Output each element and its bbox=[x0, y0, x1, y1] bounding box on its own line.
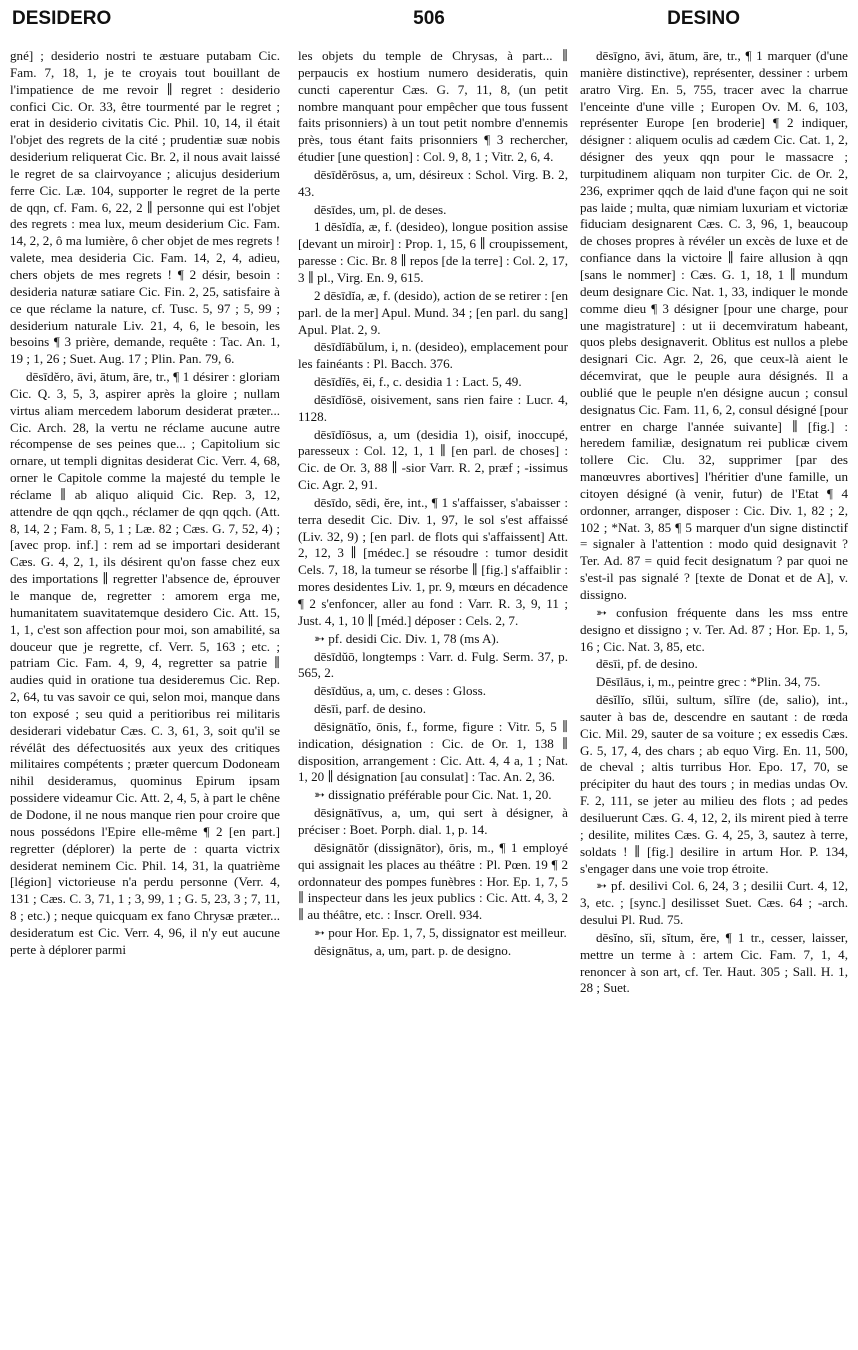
dictionary-entry: dēsīi, pf. de desino. bbox=[596, 656, 698, 672]
running-header bbox=[0, 4, 858, 38]
dictionary-entry: dēsīdĕro, āvi, ātum, āre, tr., ¶ 1 désirer : gloriam Cic. Q. 3, 5, 3, aspirer après la gloire ; nullam virtus aliam mercedem laborum desiderat præter... Cic. Arch. 28, la vertu ne réclame aucune autre récompense de ses peines que... ; Capitolium sic ornare, ut templi dignitas desiderat Cic. Verr. 4, 68, orner le Capitole comme la majesté du temple le réclame ∥ ab aliquo aliquid Cic. Rep. 3, 12, attendre de qqn qqch., réclamer de qqn qqch. (Att. 8, 14, 2 ; Fam. 8, 5, 1 ; Læ. 82 ; Cæs. G. 7, 52, 4) ; [avec prop. inf.] : rem ad se importari desiderant Cæs. G. 4, 2, 1, ils désirent qu'on fasse chez eux des importations ∥ regretter l'absence de, éprouver le manque de, regretter : amorem erga me, humanitatem suavitatemque desidero Cic. Att. 15, 1, 1, c'est son affection pour moi, son amabilité, sa douceur que je regrette, cf. Verr. 5, 163 ; etc. ; patriam Cic. Fam. 4, 9, 4, regretter sa patrie ∥ audies quid in oratione tua desideremus Cic. Rep. 2, 64, tu vas savoir ce qui, selon moi, manque dans ton exposé ; seu quid a peritioribus rei militaris desiderari videbatur Cæs. C. 3, 61, 3, soit qu'il se révélât des défectuosités aux yeux des critiques militaires compétents ; præter quercum Dodoneam nihil desideramus, quominus Epirum ipsam possidere videamur Cic. Att. 2, 4, 5, à part le chêne de Dodone, il ne nous manque rien pour croire que nous possédons l'Epire elle-même ¶ 2 [en part.] regretter (déplorer) la perte de : quarta victrix desiderat neminem Cic. Phil. 14, 31, la quatrième [légion] victorieuse n'a perdu personne (Verr. 4, 131 ; Cæs. C. 3, 71, 1 ; 3, 99, 1 ; G. 5, 23, 3 ; 7, 11, 8 ; etc.) ; neque quicquam ex fano Chrysæ præter... desideratum est Cic. Verr. 4, 96, il n'y eut aucune perte à déplorer parmi bbox=[10, 369, 280, 957]
dictionary-entry: dēsīdŭō, longtemps : Varr. d. Fulg. Serm. 37, p. 565, 2. bbox=[298, 648, 568, 681]
column-middle bbox=[298, 48, 568, 1344]
dictionary-entry: dēsīdĭābŭlum, i, n. (desideo), emplacement pour les fainéants : Pl. Bacch. 376. bbox=[298, 339, 568, 372]
dictionary-entry: les objets du temple de Chrysas, à part... ∥ perpaucis ex hostium numero desideratis, quin cuncti caperentur Cæs. G. 7, 11, 8, (un petit nombre manquant pour empêcher que tous fussent faits prisonniers) à un tout petit nombre d'ennemis près, tous étant faits prisonniers ¶ 3 rechercher, étudier [une question] : Col. 9, 8, 1 ; Vitr. 2, 6, 4. bbox=[298, 48, 568, 165]
dictionary-entry: dēsignātīvus, a, um, qui sert à désigner, à préciser : Boet. Porph. dial. 1, p. 14. bbox=[298, 805, 568, 837]
dictionary-entry: dēsĭno, sĭi, sĭtum, ĕre, ¶ 1 tr., cesser, laisser, mettre un terme à : artem Cic. Fam. 7, 1, 4, renoncer à son art, cf. Ter. Haut. 305 ; Sall. H. 1, 28 ; Suet. bbox=[580, 929, 848, 996]
dictionary-entry: ➳ dissignatio préférable pour Cic. Nat. 1, 20. bbox=[314, 787, 552, 803]
dictionary-entry: 1 dēsĭdĭa, æ, f. (desideo), longue position assise [devant un miroir] : Prop. 1, 15, 6 ∥ croupissement, paresse : Cic. Br. 8 ∥ repos [de la terre] : Col. 2, 17, 3 ∥ pl., Virg. En. 9, 615. bbox=[298, 219, 568, 285]
dictionary-entry: ➳ pf. desidi Cic. Div. 1, 78 (ms A). bbox=[314, 630, 500, 646]
dictionary-entry: Dēsīlāus, i, m., peintre grec : *Plin. 34, 75. bbox=[596, 674, 821, 690]
page-number: 506 bbox=[413, 8, 445, 29]
dictionary-entry: dēsīi, parf. de desino. bbox=[314, 701, 426, 717]
dictionary-entry: dēsīdŭus, a, um, c. deses : Gloss. bbox=[314, 683, 487, 699]
dictionary-entry: dēsīgno, āvi, ātum, āre, tr., ¶ 1 marquer (d'une manière distinctive), représenter, dessiner : urbem aratro Virg. En. 5, 755, tracer avec la charrue l'enceinte d'une ville ; Europen Ov. M. 6, 103, représenter Europe [en broderie] ¶ 2 indiquer, désigner : aliquem oculis ad cædem Cic. Cat. 1, 2, désigner des yeux qqn pour le massacre ; turpitudinem aliquam non turpiter Cic. de Or. 2, 236, exprimer qqch de laid d'une façon qui ne soit pas laide ; multa, quæ nimiam luxuriam et victoriæ fiduciam designarent Cæs. C. 3, 96, 1, beaucoup de choses propres à révéler un excès de luxe et de confiance dans la victoire ∥ faire allusion à qqn [sans le nommer] : Cæs. G. 1, 18, 1 ∥ mundum deum designare Cic. Nat. 1, 33, indiquer le monde comme dieu ¶ 3 désigner [pour une charge, pour une magistrature] : ut ii decemviratum habeant, quos plebs designaverit. Oblitus est nullos a plebe designari Cic. Agr. 2, 26, que ceux-là aient le décemvirat, que le peuple aura désignés. Il a oublié que le peuple n'en désigne aucun ; consul designatus Cic. Fam. 11, 6, 2, consul désigné [pour entrer en charge l'année suivante] ∥ [fig.] : heredem familiæ, designatum rei publicæ civem tollere Cic. Clu. 32, supprimer [par des manœuvres abortives] l'héritier d'une famille, un citoyen désigné (à venir, futur) de l'Etat ¶ 4 ordonner, arranger, disposer : Cic. Div. 1, 82 ; 2, 102 ; *Nat. 3, 85 ¶ 5 marquer d'un signe distinctif = signaler à l'attention : modo quid designavit ? Ter. Ad. 87 = quid fecit designatum ? par quoi ne s'est-il pas signalé ? [texte de Donat et de A], v. dissigno. bbox=[580, 48, 848, 602]
dictionary-entry: dēsīdĭōsē, oisivement, sans rien faire : Lucr. 4, 1128. bbox=[298, 391, 568, 424]
dictionary-entry: gné] ; desiderio nostri te æstuare putabam Cic. Fam. 7, 18, 1, je te croyais tout bouillant de l'impatience de me revoir ∥ regret : desiderio confici Cic. Or. 33, être tourmenté par le regret ; erat in desiderio civitatis Cic. Phil. 10, 14, il était l'objet des regrets de la cité ; prudentiæ suæ nobis desiderium reliquerat Cic. Br. 2, il nous avait laissé le regret de sa clairvoyance ; alicujus desiderium ferre Cic. Læ. 104, supporter le regret de la perte de qqn, cf. Fam. 6, 22, 2 ∥ personne qui est l'objet des regrets : mea lux, meum desiderium Cic. Fam. 14, 2, 2, ô ma lumière, ô cher objet de mes regrets ! valete, mea desideria Cic. Fam. 14, 2, 4, adieu, chers objets de mes regrets ! ¶ 2 désir, besoin : desideria naturæ satiare Cic. Fin. 2, 25, satisfaire à ce que réclame la nature, cf. Tusc. 5, 97 ; 5, 99 ; desiderium naturale Liv. 21, 4, 6, le besoin, les besoins ¶ 3 prière, demande, requête : Tac. An. 1, 19 ; 1, 26 ; Suet. Aug. 17 ; Plin. Pan. 79, 6. bbox=[10, 48, 280, 367]
dictionary-entry: dēsĭlĭo, sĭlŭi, sultum, sĭlīre (de, salio), int., sauter à bas de, descendre en sautant : de rœda Cic. Mil. 29, sauter de sa voiture ; ex essedis Cæs. G. 5, 17, 4, des chars ; ab equo Virg. En. 11, 500, de cheval ; altis turribus Hor. Epo. 17, 70, se précipiter du haut des tours ; in medias undas Ov. F. 2, 111, se jeter au milieu des flots ; ad pedes desiluerunt Cæs. G. 4, 12, 2, ils mirent pied à terre ; desilite, milites Cæs. G. 4, 25, 3, sautez à terre, soldats ! ∥ [fig.] desilire in artum Hor. P. 134, s'engager dans une voie trop étroite. bbox=[580, 692, 848, 876]
header-guide-word-left: DESIDERO bbox=[12, 8, 112, 29]
dictionary-entry: dēsīdes, um, pl. de deses. bbox=[314, 201, 447, 217]
column-right bbox=[580, 48, 848, 1344]
dictionary-entry: ➳ pour Hor. Ep. 1, 7, 5, dissignator est meilleur. bbox=[314, 925, 567, 941]
column-left bbox=[10, 48, 280, 1344]
dictionary-entry: dēsīdĕrōsus, a, um, désireux : Schol. Virg. B. 2, 43. bbox=[298, 166, 568, 199]
header-guide-word-right: DESINO bbox=[667, 8, 740, 29]
dictionary-entry: dēsīdĭōsus, a, um (desidia 1), oisif, inoccupé, paresseux : Col. 12, 1, 1 ∥ [en parl. de choses] : Cic. de Or. 3, 88 ∥ -sior Varr. R. 2, præf ; -issimus Cic. Agr. 2, 91. bbox=[298, 426, 568, 493]
dictionary-entry: dēsignātĭo, ōnis, f., forme, figure : Vitr. 5, 5 ∥ indication, désignation : Cic. de Or. 1, 138 ∥ disposition, arrangement : Cic. Att. 4, 4 a, 1 ; Nat. 1, 20 ∥ désignation [au consulat] : Tac. An. 2, 36. bbox=[298, 718, 568, 785]
dictionary-entry: dēsīdo, sēdi, ĕre, int., ¶ 1 s'affaisser, s'abaisser : terra desedit Cic. Div. 1, 97, le sol s'est affaissé (Liv. 32, 9) ; [en parl. de flots qui s'affaissent] Att. 2, 12, 3 ∥ [médec.] se résoudre : tumor desidit Cels. 7, 18, la tumeur se résorbe ∥ [fig.] s'affaiblir : mores desidentes Liv. 1, pr. 9, mœurs en décadence ¶ 2 s'enfoncer, aller au fond : Varr. R. 3, 9, 11 ; Just. 4, 1, 10 ∥ [méd.] déposer : Cels. 2, 7. bbox=[298, 494, 568, 628]
dictionary-entry: 2 dēsīdĭa, æ, f. (desido), action de se retirer : [en parl. de la mer] Apul. Mund. 34 ; [en parl. du sang] Apul. Plat. 2, 9. bbox=[298, 287, 568, 337]
dictionary-entry: ➳ pf. desilivi Col. 6, 24, 3 ; desilii Curt. 4, 12, 3, etc. ; [sync.] desilisset Suet. Cæs. 64 ; -arch. desului Pl. Rud. 75. bbox=[580, 878, 848, 928]
dictionary-entry: ➳ confusion fréquente dans les mss entre designo et dissigno ; v. Ter. Ad. 87 ; Hor. Ep. 1, 5, 16 ; Cic. Nat. 3, 85, etc. bbox=[580, 604, 848, 654]
dictionary-entry: dēsignātŏr (dissignātor), ōris, m., ¶ 1 employé qui assignait les places au théâtre : Pl. Pœn. 19 ¶ 2 ordonnateur des pompes funèbres : Hor. Ep. 1, 7, 5 ∥ inspecteur dans les jeux publics : Cic. Att. 4, 3, 2 ∥ au théâtre, etc. : Inscr. Orell. 934. bbox=[298, 839, 568, 923]
dictionary-entry: dēsīdĭēs, ēi, f., c. desidia 1 : Lact. 5, 49. bbox=[314, 374, 522, 390]
dictionary-entry: dēsignātus, a, um, part. p. de designo. bbox=[314, 942, 512, 958]
